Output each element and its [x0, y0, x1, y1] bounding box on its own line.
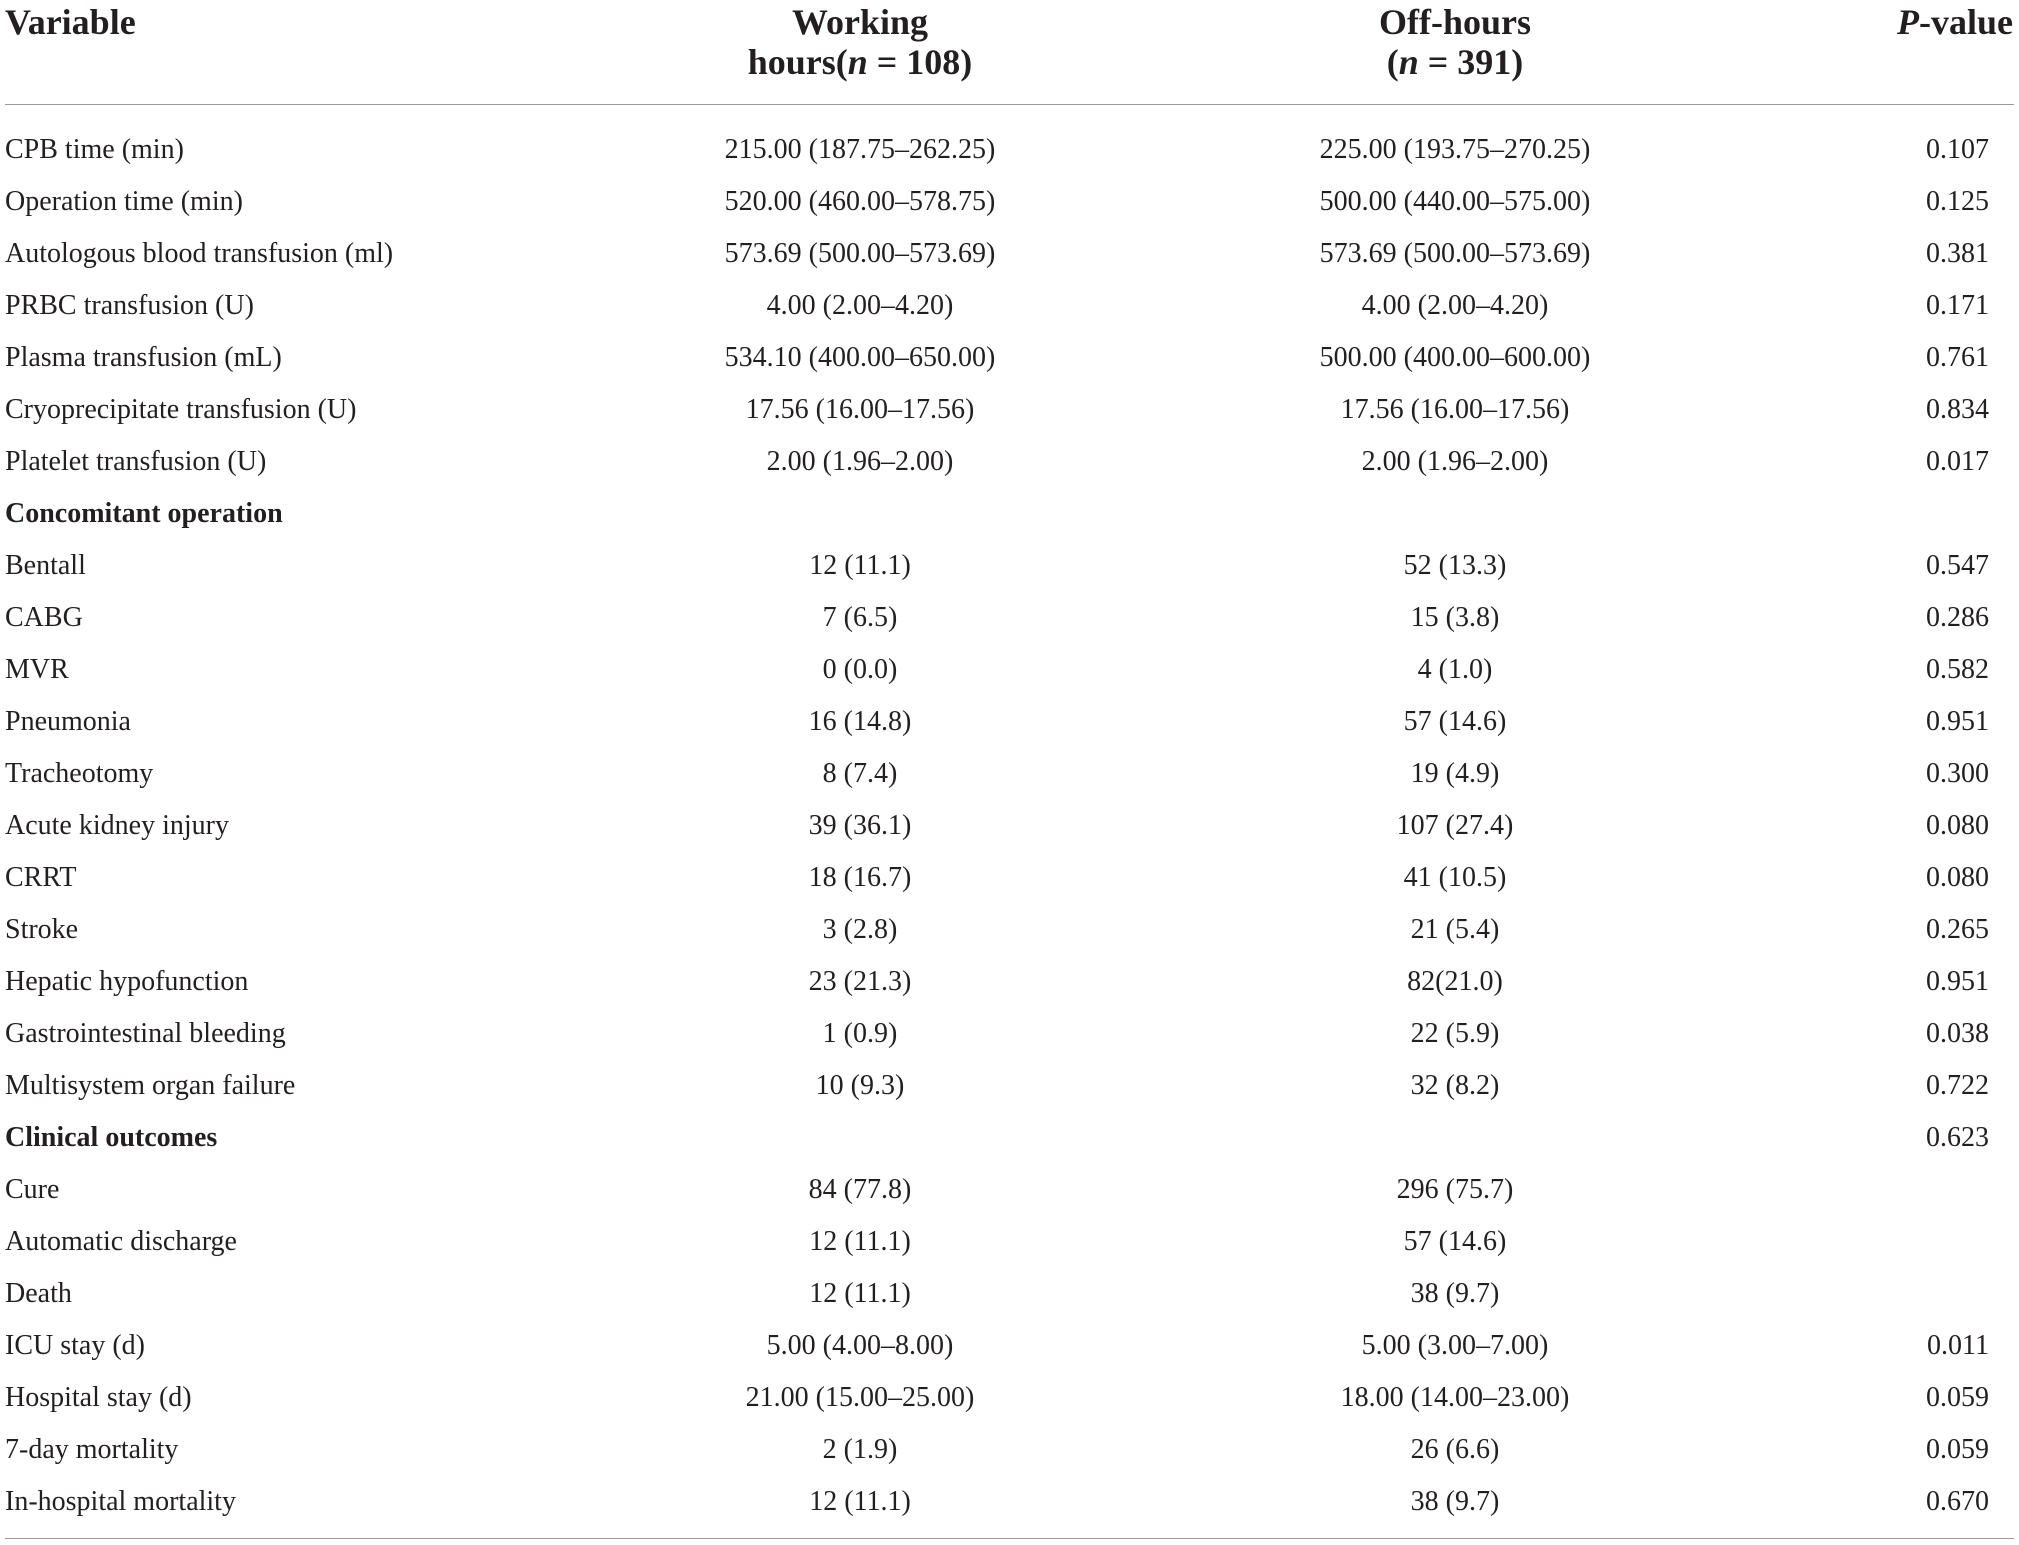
cell-p-value: 0.582: [1926, 654, 1989, 685]
cell-off-hours: 296 (75.7): [1396, 1174, 1514, 1205]
cell-variable: Acute kidney injury: [5, 810, 229, 841]
cell-p-value: 0.125: [1926, 186, 1989, 217]
cell-working-hours: 23 (21.3): [808, 966, 912, 997]
cell-p-value: 0.834: [1926, 394, 1989, 425]
cell-variable: Multisystem organ failure: [5, 1070, 296, 1101]
table-row: [0, 1168, 2019, 1220]
header-variable-label: Variable: [5, 2, 136, 42]
cell-working-hours: 84 (77.8): [808, 1174, 912, 1205]
cell-variable: Tracheotomy: [5, 758, 154, 789]
cell-variable: Plasma transfusion (mL): [5, 342, 282, 373]
cell-off-hours: 573.69 (500.00–573.69): [1319, 238, 1591, 269]
table-header: [0, 0, 2019, 104]
table-row: [0, 336, 2019, 388]
cell-variable: PRBC transfusion (U): [5, 290, 254, 321]
table-body: [0, 128, 2019, 1532]
cell-p-value: 0.011: [1927, 1330, 1989, 1361]
header-off-hours: [1325, 2, 1585, 82]
table-row: [0, 648, 2019, 700]
table-row: [0, 128, 2019, 180]
cell-variable: 7-day mortality: [5, 1434, 179, 1465]
cell-off-hours: 52 (13.3): [1403, 550, 1507, 581]
table-row: [0, 1376, 2019, 1428]
cell-variable: CPB time (min): [5, 134, 184, 165]
cell-off-hours: 4 (1.0): [1417, 654, 1493, 685]
section-row: [0, 1116, 2019, 1168]
cell-off-hours: 82(21.0): [1407, 966, 1503, 997]
cell-variable: Concomitant operation: [5, 498, 283, 529]
cell-variable: Hepatic hypofunction: [5, 966, 249, 997]
cell-variable: Autologous blood transfusion (ml): [5, 238, 394, 269]
cell-p-value: 0.381: [1926, 238, 1989, 269]
table-row: [0, 180, 2019, 232]
cell-working-hours: 573.69 (500.00–573.69): [724, 238, 996, 269]
cell-p-value: 0.670: [1926, 1486, 1989, 1517]
cell-p-value: 0.059: [1926, 1382, 1989, 1413]
cell-p-value: 0.059: [1926, 1434, 1989, 1465]
cell-variable: Platelet transfusion (U): [5, 446, 267, 477]
cell-working-hours: 215.00 (187.75–262.25): [724, 134, 996, 165]
cell-p-value: 0.017: [1926, 446, 1989, 477]
cell-variable: ICU stay (d): [5, 1330, 145, 1361]
cell-p-value: 0.107: [1926, 134, 1989, 165]
cell-off-hours: 26 (6.6): [1410, 1434, 1500, 1465]
cell-off-hours: 57 (14.6): [1403, 706, 1507, 737]
table-row: [0, 856, 2019, 908]
cell-working-hours: 18 (16.7): [808, 862, 912, 893]
cell-off-hours: 107 (27.4): [1396, 810, 1514, 841]
cell-working-hours: 534.10 (400.00–650.00): [724, 342, 996, 373]
cell-p-value: 0.080: [1926, 862, 1989, 893]
table-row: [0, 440, 2019, 492]
cell-off-hours: 38 (9.7): [1410, 1486, 1500, 1517]
cell-working-hours: 5.00 (4.00–8.00): [766, 1330, 954, 1361]
cell-off-hours: 41 (10.5): [1403, 862, 1507, 893]
header-off-line1: Off-hours: [1379, 2, 1531, 42]
cell-working-hours: 1 (0.9): [822, 1018, 898, 1049]
header-p-value: P-value: [1897, 2, 2013, 42]
cell-working-hours: 10 (9.3): [815, 1070, 905, 1101]
cell-working-hours: 39 (36.1): [808, 810, 912, 841]
table-row: [0, 1220, 2019, 1272]
table-row: [0, 388, 2019, 440]
cell-variable: Cure: [5, 1174, 60, 1205]
cell-working-hours: 4.00 (2.00–4.20): [766, 290, 954, 321]
cell-variable: Gastrointestinal bleeding: [5, 1018, 286, 1049]
cell-off-hours: 38 (9.7): [1410, 1278, 1500, 1309]
cell-off-hours: 57 (14.6): [1403, 1226, 1507, 1257]
cell-variable: CRRT: [5, 862, 77, 893]
cell-variable: CABG: [5, 602, 83, 633]
cell-p-value: 0.951: [1926, 706, 1989, 737]
cell-variable: Pneumonia: [5, 706, 131, 737]
table-bottom-divider: [5, 1538, 2014, 1539]
cell-off-hours: 21 (5.4): [1410, 914, 1500, 945]
cell-p-value: 0.038: [1926, 1018, 1989, 1049]
cell-working-hours: 520.00 (460.00–578.75): [724, 186, 996, 217]
header-working-line2: hours(n = 108): [747, 42, 973, 82]
cell-p-value: 0.761: [1926, 342, 1989, 373]
cell-p-value: 0.722: [1926, 1070, 1989, 1101]
table-row: [0, 1428, 2019, 1480]
cell-working-hours: 2 (1.9): [822, 1434, 898, 1465]
cell-p-value: 0.300: [1926, 758, 1989, 789]
cell-working-hours: 12 (11.1): [809, 1278, 911, 1309]
section-row: [0, 492, 2019, 544]
table-row: [0, 1480, 2019, 1532]
cell-off-hours: 500.00 (440.00–575.00): [1319, 186, 1591, 217]
table-row: [0, 700, 2019, 752]
cell-off-hours: 17.56 (16.00–17.56): [1340, 394, 1570, 425]
cell-p-value: 0.171: [1926, 290, 1989, 321]
table-row: [0, 1012, 2019, 1064]
cell-variable: Death: [5, 1278, 72, 1309]
cell-variable: In-hospital mortality: [5, 1486, 236, 1517]
cell-working-hours: 7 (6.5): [822, 602, 898, 633]
cell-p-value: 0.547: [1926, 550, 1989, 581]
table-row: [0, 908, 2019, 960]
cell-variable: Clinical outcomes: [5, 1122, 218, 1153]
table-row: [0, 232, 2019, 284]
cell-working-hours: 0 (0.0): [822, 654, 898, 685]
cell-p-value: 0.080: [1926, 810, 1989, 841]
cell-working-hours: 12 (11.1): [809, 550, 911, 581]
table-row: [0, 596, 2019, 648]
header-variable: [5, 2, 136, 42]
cell-off-hours: 5.00 (3.00–7.00): [1361, 1330, 1549, 1361]
cell-off-hours: 2.00 (1.96–2.00): [1361, 446, 1549, 477]
cell-off-hours: 32 (8.2): [1410, 1070, 1500, 1101]
header-off-line2: (n = 391): [1386, 42, 1524, 82]
cell-working-hours: 8 (7.4): [822, 758, 898, 789]
cell-variable: MVR: [5, 654, 69, 685]
header-working-line1: Working: [791, 2, 929, 42]
cell-off-hours: 4.00 (2.00–4.20): [1361, 290, 1549, 321]
table-row: [0, 544, 2019, 596]
table-row: [0, 1064, 2019, 1116]
cell-p-value: 0.265: [1926, 914, 1989, 945]
table-row: [0, 1324, 2019, 1376]
header-working-hours: [730, 2, 990, 82]
cell-off-hours: 22 (5.9): [1410, 1018, 1500, 1049]
cell-off-hours: 19 (4.9): [1410, 758, 1500, 789]
cell-variable: Stroke: [5, 914, 79, 945]
cell-working-hours: 3 (2.8): [822, 914, 898, 945]
cell-off-hours: 15 (3.8): [1410, 602, 1500, 633]
table-row: [0, 752, 2019, 804]
cell-p-value: 0.286: [1926, 602, 1989, 633]
cell-working-hours: 12 (11.1): [809, 1486, 911, 1517]
cell-p-value: 0.623: [1926, 1122, 1989, 1153]
cell-variable: Hospital stay (d): [5, 1382, 192, 1413]
cell-variable: Automatic discharge: [5, 1226, 237, 1257]
header-divider: [5, 104, 2014, 105]
cell-working-hours: 16 (14.8): [808, 706, 912, 737]
cell-p-value: 0.951: [1926, 966, 1989, 997]
cell-working-hours: 17.56 (16.00–17.56): [745, 394, 975, 425]
cell-variable: Bentall: [5, 550, 86, 581]
cell-off-hours: 225.00 (193.75–270.25): [1319, 134, 1591, 165]
cell-variable: Cryoprecipitate transfusion (U): [5, 394, 357, 425]
table-row: [0, 960, 2019, 1012]
cell-working-hours: 2.00 (1.96–2.00): [766, 446, 954, 477]
cell-working-hours: 21.00 (15.00–25.00): [745, 1382, 975, 1413]
cell-off-hours: 18.00 (14.00–23.00): [1340, 1382, 1570, 1413]
cell-variable: Operation time (min): [5, 186, 243, 217]
cell-off-hours: 500.00 (400.00–600.00): [1319, 342, 1591, 373]
table-row: [0, 1272, 2019, 1324]
table-row: [0, 804, 2019, 856]
cell-working-hours: 12 (11.1): [809, 1226, 911, 1257]
table-row: [0, 284, 2019, 336]
